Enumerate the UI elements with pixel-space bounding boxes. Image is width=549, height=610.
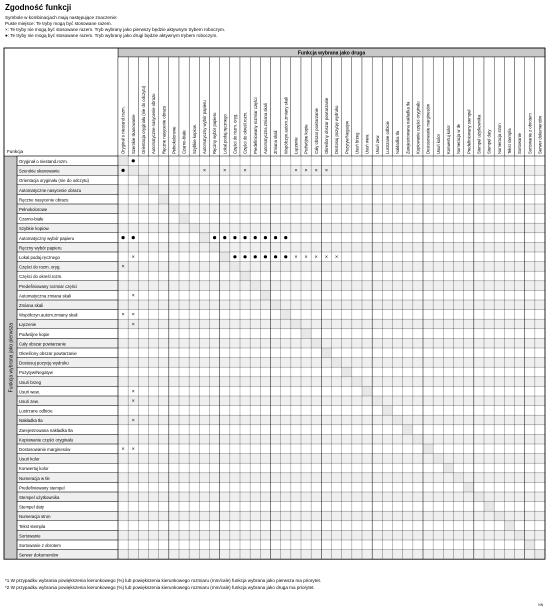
diagonal-cell xyxy=(454,473,464,483)
diagonal-cell xyxy=(382,406,392,416)
column-header-label: Zarejestrowana nakładka tła xyxy=(405,101,411,154)
row-stripe xyxy=(17,166,545,176)
diagonal-cell xyxy=(118,156,128,166)
diagonal-cell xyxy=(230,262,240,272)
compat-mark-dot xyxy=(264,236,267,239)
diagonal-cell xyxy=(332,358,342,368)
row-header-label: Numeracja w tle xyxy=(19,475,50,481)
diagonal-cell xyxy=(281,310,291,320)
diagonal-cell xyxy=(240,271,250,281)
diagonal-cell xyxy=(433,454,443,464)
row-header-label: Orientacja oryginału (nie do odczytu) xyxy=(19,178,89,184)
compat-mark-cross: × xyxy=(294,254,298,261)
diagonal-cell xyxy=(138,175,148,185)
column-header-label: Numeracja stron xyxy=(496,123,502,154)
diagonal-cell xyxy=(494,511,504,521)
column-header-label: Usuń zew. xyxy=(374,134,380,154)
compat-mark-cross: × xyxy=(243,168,247,175)
footnote-1: *1 W przypadku wybrania powiększenia kierunkowego (%) lub powiększenia kierunkowego rozmiaru (mm/cale) funkcja wybrana jako pierwsza ma priorytet. xyxy=(5,578,322,583)
row-header-label: Ręczny wybór papieru xyxy=(19,245,62,251)
compat-mark-cross: × xyxy=(131,446,135,453)
diagonal-cell xyxy=(301,329,311,339)
compat-mark-cross: × xyxy=(223,168,227,175)
row-group-title: Funkcja wybrana jako pierwsza xyxy=(8,322,15,393)
diagonal-cell xyxy=(474,492,484,502)
column-group-title: Funkcja wybrana jako druga xyxy=(297,50,366,57)
column-header-label: Tekst stempla xyxy=(507,128,513,154)
compat-mark-cross: × xyxy=(335,254,339,261)
column-header-label: Automatyczna zmiana skali xyxy=(263,103,269,154)
row-stripe xyxy=(17,300,545,310)
compat-mark-dot xyxy=(223,236,226,239)
diagonal-cell xyxy=(443,463,453,473)
compat-mark-dot xyxy=(121,236,124,239)
diagonal-cell xyxy=(352,377,362,387)
row-header-label: Cały obszar powtarzanie xyxy=(19,341,67,347)
compat-mark-dot xyxy=(132,236,135,239)
diagonal-cell xyxy=(199,233,209,243)
diagonal-cell xyxy=(210,242,220,252)
diagonal-cell xyxy=(260,290,270,300)
row-header-label: Dostosowanie marginesów xyxy=(19,447,71,452)
diagonal-cell xyxy=(159,194,169,204)
row-header-label: Usuń kolor xyxy=(19,456,40,462)
column-header-label: Lustrzane odbicie xyxy=(385,121,391,154)
row-header-label: Części do określ.rozm. xyxy=(19,274,63,280)
diagonal-cell xyxy=(271,300,281,310)
column-header-label: Stempel daty xyxy=(486,129,492,154)
compat-mark-dot xyxy=(233,255,236,258)
compat-mark-dot xyxy=(284,255,287,258)
row-stripe xyxy=(17,492,545,502)
row-header-label: Serwer dokumentów xyxy=(19,552,59,558)
compat-mark-cross: × xyxy=(314,254,318,261)
column-header-label: Określony obszar powtarzanie xyxy=(324,97,330,154)
diagonal-cell xyxy=(504,521,514,531)
row-stripe xyxy=(17,204,545,214)
compat-mark-dot xyxy=(254,236,257,239)
row-header-label: Zmiana skali xyxy=(19,303,44,308)
row-header-label: Automatyczna zmiana skali xyxy=(19,293,72,299)
row-header-label: Stempel daty xyxy=(19,504,45,510)
row-header-label: Części do rozm. oryg. xyxy=(19,264,61,270)
diagonal-cell xyxy=(321,348,331,358)
compat-mark-cross: × xyxy=(294,168,298,175)
column-header-label: Usuń wew. xyxy=(364,133,370,154)
row-header-label: Pozytyw/Negatyw xyxy=(19,370,53,376)
column-header-label: Kopiowanie części oryginału xyxy=(415,101,421,154)
column-header-label: Zmiana skali xyxy=(273,130,279,154)
diagonal-cell xyxy=(362,386,372,396)
column-header-label: Stempel użytkownika xyxy=(476,114,482,154)
row-stripe xyxy=(17,377,545,387)
row-header-label: Predefiniowany rozmiar części xyxy=(19,283,78,289)
row-stripe xyxy=(17,185,545,195)
column-header-label: Lokal.podaj.ręcznego xyxy=(222,114,228,154)
row-stripe xyxy=(17,358,545,368)
row-header-label: Współczyn.autom.zmiany skali xyxy=(19,312,78,318)
diagonal-cell xyxy=(393,415,403,425)
row-header-label: Kopiowanie części oryginału xyxy=(19,437,73,443)
diagonal-cell xyxy=(525,540,535,550)
row-stripe xyxy=(17,281,545,291)
diagonal-cell xyxy=(403,425,413,435)
column-header-label: Orientacja oryginału (nie do odczytu) xyxy=(141,85,147,154)
row-header-label: Czarno-białe xyxy=(19,216,44,222)
row-stripe xyxy=(17,242,545,252)
row-stripe xyxy=(17,415,545,425)
row-header-label: Pełnokolorowe xyxy=(19,207,48,212)
row-header-label: Usuń zew. xyxy=(19,399,39,404)
row-header-label: Szybkie kopiow. xyxy=(19,226,50,232)
row-stripe xyxy=(17,530,545,540)
compat-mark-dot xyxy=(274,236,277,239)
compat-mark-cross: × xyxy=(121,446,125,453)
row-header-label: Sortowanie z obrotem xyxy=(19,543,61,548)
compat-mark-cross: × xyxy=(131,398,135,405)
column-header-label: Usuń brzeg xyxy=(354,132,360,154)
column-header-label: Łączenie xyxy=(293,137,299,154)
diagonal-cell xyxy=(515,530,525,540)
compat-mark-cross: × xyxy=(131,254,135,261)
compat-mark-cross: × xyxy=(304,254,308,261)
compat-mark-dot xyxy=(233,236,236,239)
compat-mark-cross: × xyxy=(121,264,125,271)
row-header-label: Ręczne nasycenie obrazu xyxy=(19,197,69,203)
compat-mark-cross: × xyxy=(131,293,135,299)
diagonal-cell xyxy=(535,550,545,560)
footnote-2: *2 W przypadku wybrania powiększenia kierunkowego (%) lub powiększenia kierunkowego rozmiaru (mm/cale) funkcja wybrana jako druga ma priorytet. xyxy=(5,585,315,590)
column-header-label: Ręczne nasycenie obrazu xyxy=(161,105,167,154)
column-header-label: Szybkie kopiow. xyxy=(191,124,197,154)
compat-mark-dot xyxy=(264,255,267,258)
diagonal-cell xyxy=(311,338,321,348)
diagonal-cell xyxy=(423,444,433,454)
diagonal-cell xyxy=(128,166,138,176)
column-header-label: Sortowanie z obrotem xyxy=(527,113,533,154)
row-header-label: Lokal.podaj.ręcznego xyxy=(19,255,60,260)
compat-mark-dot xyxy=(243,236,246,239)
column-header-label: Ręczny wybór papieru xyxy=(212,112,218,154)
compat-mark-dot xyxy=(121,169,124,172)
row-header-label: Predefiniowany stempel xyxy=(19,485,65,491)
row-stripe xyxy=(17,223,545,233)
row-stripe xyxy=(17,319,545,329)
column-header-label: Szerokie skanowanie xyxy=(130,114,136,154)
diagonal-cell xyxy=(372,396,382,406)
row-header-label: Automatyczny wybór papieru xyxy=(19,235,75,241)
row-stripe xyxy=(17,473,545,483)
column-header-label: Sortowanie xyxy=(517,133,523,154)
compat-mark-cross: × xyxy=(131,312,135,319)
row-header-label: Lustrzane odbicie xyxy=(19,408,53,414)
row-header-label: Dostosuj pozycję wydruku xyxy=(19,360,69,366)
diagonal-cell xyxy=(250,281,260,291)
compat-mark-dot xyxy=(254,255,257,258)
column-header-label: Części do określ.rozm. xyxy=(242,111,248,154)
compat-mark-cross: × xyxy=(314,168,318,175)
page-number: NN xyxy=(538,603,543,607)
row-header-label: Usuń brzeg xyxy=(19,379,41,385)
row-stripe xyxy=(17,262,545,272)
row-header-label: Stempel użytkownika xyxy=(19,495,60,500)
row-header-label: Sortowanie xyxy=(19,533,41,539)
row-header-label: Nakładka tła xyxy=(19,418,43,424)
row-stripe xyxy=(17,338,545,348)
corner-label: Funkcja xyxy=(7,149,24,154)
column-header-label: Predefiniowany rozmiar części xyxy=(252,97,258,154)
column-header-label: Automatyczne nasycenie obrazu xyxy=(151,93,157,154)
column-header-label: Numeracja w tle xyxy=(456,123,462,154)
intro-line-symbols: Symbole w kombinacjach mają następujące znaczenie: xyxy=(5,15,118,20)
intro-line-dot: ●: Te tryby nie mogą być stosowane razem. Tryb wybrany jako drugi będzie aktywnym trybem roboczym. xyxy=(5,33,218,38)
compat-mark-dot xyxy=(132,159,135,162)
compat-mark-cross: × xyxy=(131,321,135,328)
diagonal-cell xyxy=(342,367,352,377)
column-header-label: Dostosuj pozycję wydruku xyxy=(334,105,340,154)
row-header-label: Tekst stempla xyxy=(19,523,46,529)
intro-line-cross: ×: Te tryby nie mogą być stosowane razem. Tryb wybrany jako pierwszy będzie aktywnym trybem roboczym. xyxy=(5,27,226,32)
row-header-label: Łączenie xyxy=(19,322,37,328)
diagonal-cell xyxy=(189,223,199,233)
column-header-label: Oryginał o niestand.rozm. xyxy=(120,106,126,154)
diagonal-cell xyxy=(179,214,189,224)
column-header-label: Automatyczny wybór papieru xyxy=(202,100,208,154)
compat-mark-cross: × xyxy=(202,168,206,175)
diagonal-cell xyxy=(149,185,159,195)
row-stripe xyxy=(17,511,545,521)
column-header-label: Predefiniowany stempel xyxy=(466,109,472,154)
column-header-label: Czarno-białe xyxy=(181,130,187,154)
row-stripe xyxy=(17,434,545,444)
compat-mark-cross: × xyxy=(121,312,125,319)
compat-mark-cross: × xyxy=(131,389,135,395)
column-header-label: Dostosowanie marginesów xyxy=(425,103,431,154)
compat-mark-cross: × xyxy=(324,254,328,261)
row-header-label: Konwertuj kolor xyxy=(19,466,49,472)
column-header-label: Konwertuj kolor xyxy=(446,125,452,154)
diagonal-cell xyxy=(169,204,179,214)
column-header-label: Współczyn.autom.zmiany skali xyxy=(283,96,289,154)
diagonal-cell xyxy=(291,319,301,329)
compat-mark-dot xyxy=(284,236,287,239)
row-header-label: Szerokie skanowanie xyxy=(19,168,60,174)
row-header-label: Podwójne kopie xyxy=(19,331,50,337)
row-stripe xyxy=(17,396,545,406)
diagonal-cell xyxy=(220,252,230,262)
row-header-label: Określony obszar powtarzanie xyxy=(19,351,77,356)
column-header-label: Części do rozm. oryg. xyxy=(232,113,238,154)
intro-line-blank: Puste miejsce: Te tryby mogą być stosowane razem. xyxy=(5,21,112,26)
corner-cell xyxy=(4,48,118,156)
compat-mark-cross: × xyxy=(324,168,328,175)
compat-mark-dot xyxy=(243,255,246,258)
column-header-label: Nakładka tła xyxy=(395,130,401,154)
column-header-label: Serwer dokumentów xyxy=(537,115,543,154)
diagonal-cell xyxy=(484,502,494,512)
row-header-label: Automatyczne nasycenie obrazu xyxy=(19,187,82,193)
column-header-label: Pozytyw/Negatyw xyxy=(344,120,350,154)
column-header-label: Usuń kolor xyxy=(435,133,441,154)
row-header-label: Zarejestrowana nakładka tła xyxy=(19,427,73,433)
diagonal-cell xyxy=(464,482,474,492)
compat-mark-dot xyxy=(213,236,216,239)
row-stripe xyxy=(17,454,545,464)
row-header-label: Numeracja stron xyxy=(19,514,51,520)
column-header-label: Podwójne kopie xyxy=(303,124,309,154)
page-title: Zgodność funkcji xyxy=(5,3,72,12)
row-header-label: Oryginał o niestand.rozm. xyxy=(19,159,68,164)
column-header-label: Cały obszar powtarzanie xyxy=(313,108,319,154)
compat-mark-cross: × xyxy=(131,417,135,424)
column-header-label: Pełnokolorowe xyxy=(171,126,177,154)
compat-mark-cross: × xyxy=(304,168,308,175)
row-header-label: Usuń wew. xyxy=(19,389,40,395)
diagonal-cell xyxy=(413,434,423,444)
compat-mark-dot xyxy=(274,255,277,258)
row-stripe xyxy=(17,550,545,560)
